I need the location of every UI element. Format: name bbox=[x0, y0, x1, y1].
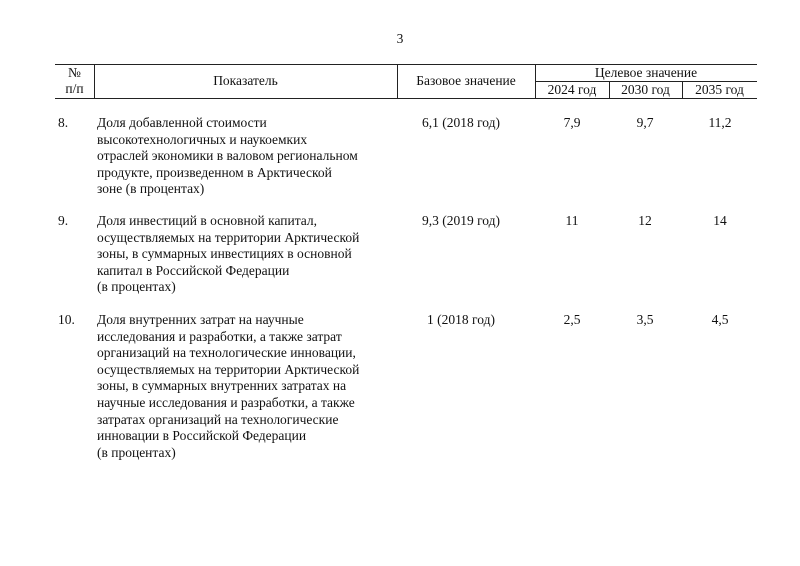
indicator-line: зоне (в процентах) bbox=[97, 181, 205, 197]
header-num-label: № bbox=[68, 65, 81, 80]
row-number: 8. bbox=[58, 115, 69, 130]
indicator-line: зоны, в суммарных инвестициях в основной bbox=[97, 246, 352, 262]
header-bottom-rule bbox=[55, 98, 757, 99]
indicator-text bbox=[97, 312, 397, 461]
indicator-line: (в процентах) bbox=[97, 444, 176, 460]
target-2035-cell: 11,2 bbox=[708, 115, 732, 130]
indicator-line: высокотехнологичных и наукоемких bbox=[97, 131, 308, 147]
base-value-cell: 1 (2018 год) bbox=[427, 312, 495, 327]
indicator-line: продукте, произведенном в Арктической bbox=[97, 164, 332, 180]
indicator-text bbox=[97, 115, 397, 198]
indicator-line: инновации в Российской Федерации bbox=[97, 428, 307, 444]
indicator-line: Доля внутренних затрат на научные bbox=[97, 312, 304, 327]
indicator-text bbox=[97, 213, 397, 296]
indicator-line: капитал в Российской Федерации bbox=[97, 262, 290, 278]
target-2035-cell: 4,5 bbox=[711, 312, 729, 327]
indicator-line: (в процентах) bbox=[97, 279, 176, 295]
indicator-line: исследования и разработки, а также затрат bbox=[97, 328, 342, 344]
indicator-line: организаций на технологические инновации, bbox=[97, 345, 356, 361]
indicator-line: научные исследования и разработки, а также bbox=[97, 394, 355, 410]
indicator-line: зоны, в суммарных внутренних затратах на bbox=[97, 378, 347, 394]
header-year-2024: 2024 год bbox=[547, 82, 597, 97]
base-value-cell: 9,3 (2019 год) bbox=[421, 213, 501, 228]
header-num-sub-label: п/п bbox=[65, 81, 84, 96]
header-target-value: Целевое значение bbox=[594, 65, 698, 80]
header-year-2030: 2030 год bbox=[621, 82, 670, 97]
row-number: 9. bbox=[58, 213, 69, 228]
target-2024-cell: 2,5 bbox=[563, 312, 581, 327]
indicator-line: осуществляемых на территории Арктической bbox=[97, 361, 360, 377]
target-2030-cell: 3,5 bbox=[636, 312, 654, 327]
base-value-cell: 6,1 (2018 год) bbox=[421, 115, 501, 130]
target-2024-cell: 11 bbox=[565, 213, 579, 228]
target-2024-cell: 7,9 bbox=[563, 115, 581, 130]
target-2030-cell: 12 bbox=[638, 213, 652, 228]
indicator-line: осуществляемых на территории Арктической bbox=[97, 229, 360, 245]
indicator-line: отраслей экономики в валовом региональном bbox=[97, 148, 358, 164]
indicator-line: затратах организаций на технологические bbox=[97, 411, 339, 427]
header-base-value: Базовое значение bbox=[416, 73, 516, 88]
header-year-2035: 2035 год bbox=[695, 82, 744, 97]
row-number: 10. bbox=[58, 312, 75, 327]
header-indicator: Показатель bbox=[213, 73, 278, 88]
target-2035-cell: 14 bbox=[713, 213, 727, 228]
page-number: 3 bbox=[396, 31, 404, 46]
target-2030-cell: 9,7 bbox=[636, 115, 654, 130]
indicator-line: Доля добавленной стоимости bbox=[97, 115, 267, 130]
indicator-line: Доля инвестиций в основной капитал, bbox=[97, 213, 317, 228]
